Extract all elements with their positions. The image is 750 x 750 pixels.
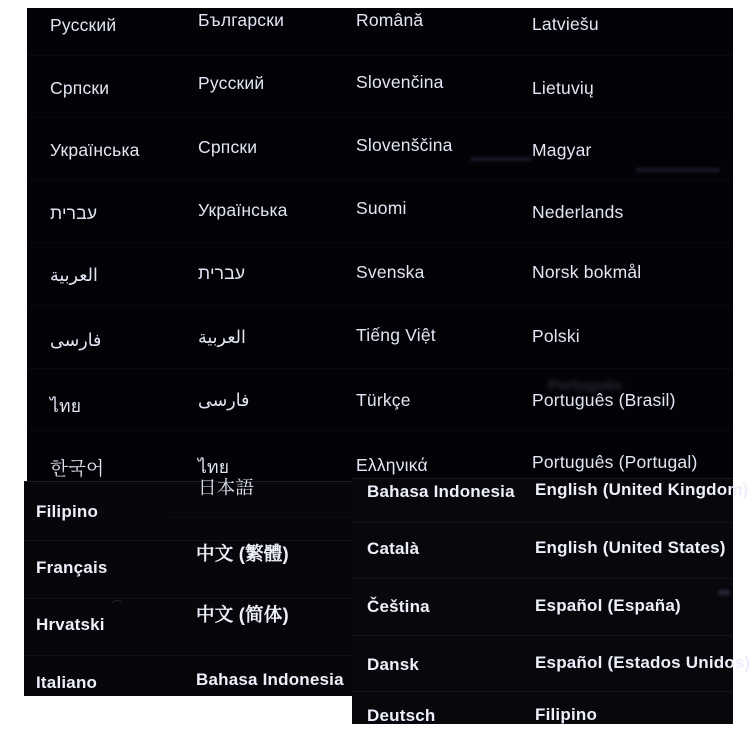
language-option[interactable]: 中文 (繁體) — [196, 543, 289, 564]
row-divider — [352, 691, 733, 692]
language-option[interactable]: ไทย — [198, 457, 230, 477]
language-option[interactable]: Български — [198, 10, 285, 30]
language-option[interactable]: Español (Estados Unidos) — [535, 653, 750, 672]
language-option[interactable]: Polski — [532, 326, 580, 346]
language-option[interactable]: Lietuvių — [532, 78, 594, 98]
language-option[interactable]: Français — [36, 558, 108, 577]
row-divider — [27, 305, 733, 306]
language-option[interactable]: Српски — [50, 78, 110, 98]
row-divider — [24, 540, 352, 541]
language-option[interactable]: Hrvatski — [36, 615, 105, 634]
language-option[interactable]: 中文 (简体) — [196, 604, 289, 625]
language-option[interactable]: Português (Portugal) — [532, 452, 698, 472]
row-divider — [352, 635, 733, 636]
language-option[interactable]: فارسی — [50, 330, 102, 350]
row-divider — [352, 522, 733, 523]
row-divider — [170, 517, 352, 518]
row-divider — [27, 242, 733, 243]
row-divider — [27, 117, 733, 118]
row-divider — [27, 180, 733, 181]
language-option[interactable]: עברית — [50, 203, 98, 223]
ghost-text-artifact: Português — [548, 377, 623, 394]
row-divider — [352, 578, 733, 579]
language-option[interactable]: فارسی — [198, 390, 250, 410]
language-option[interactable]: العربية — [50, 265, 98, 285]
row-divider — [24, 598, 352, 599]
language-option[interactable]: English (United States) — [535, 538, 726, 557]
row-divider — [27, 368, 733, 369]
language-option[interactable]: Svenska — [356, 262, 425, 282]
language-option[interactable]: English (United Kingdom) — [535, 480, 749, 499]
row-divider — [27, 55, 733, 56]
language-option[interactable]: Українська — [198, 200, 288, 220]
language-option[interactable]: Tiếng Việt — [356, 325, 436, 345]
language-option[interactable]: Română — [356, 10, 424, 30]
language-option[interactable]: 한국어 — [50, 458, 105, 479]
row-divider — [27, 430, 733, 431]
language-option[interactable]: ไทย — [50, 396, 82, 416]
language-option[interactable]: Bahasa Indonesia — [367, 482, 515, 501]
language-option[interactable]: Slovenčina — [356, 72, 444, 92]
language-option[interactable]: Português (Brasil) — [532, 390, 676, 410]
language-option[interactable]: Norsk bokmål — [532, 262, 642, 282]
language-option[interactable]: Српски — [198, 137, 258, 157]
language-option[interactable]: 日本語 — [198, 477, 255, 498]
language-option[interactable]: Slovenščina — [356, 135, 453, 155]
language-option[interactable]: Bahasa Indonesia — [196, 670, 344, 689]
language-option[interactable]: עברית — [198, 263, 246, 283]
language-option[interactable]: Català — [367, 539, 420, 558]
language-option[interactable]: Ελληνικά — [356, 455, 428, 475]
language-option[interactable]: Dansk — [367, 655, 420, 674]
language-option[interactable]: Magyar — [532, 140, 592, 160]
language-option[interactable]: Italiano — [36, 673, 98, 692]
language-option[interactable]: Deutsch — [367, 706, 436, 725]
language-option[interactable]: Čeština — [367, 597, 430, 616]
language-option[interactable]: Filipino — [535, 705, 598, 724]
language-option[interactable]: Latviešu — [532, 14, 599, 34]
language-option[interactable]: Русский — [50, 15, 117, 35]
language-option[interactable]: Suomi — [356, 198, 407, 218]
language-option[interactable]: العربية — [198, 327, 246, 347]
language-option[interactable]: Українська — [50, 140, 140, 160]
language-option[interactable]: Nederlands — [532, 202, 624, 222]
language-option[interactable]: Русский — [198, 73, 265, 93]
language-option[interactable]: Español (España) — [535, 596, 681, 615]
language-option[interactable]: Filipino — [36, 502, 99, 521]
language-option[interactable]: Türkçe — [356, 390, 411, 410]
row-divider — [24, 655, 352, 656]
